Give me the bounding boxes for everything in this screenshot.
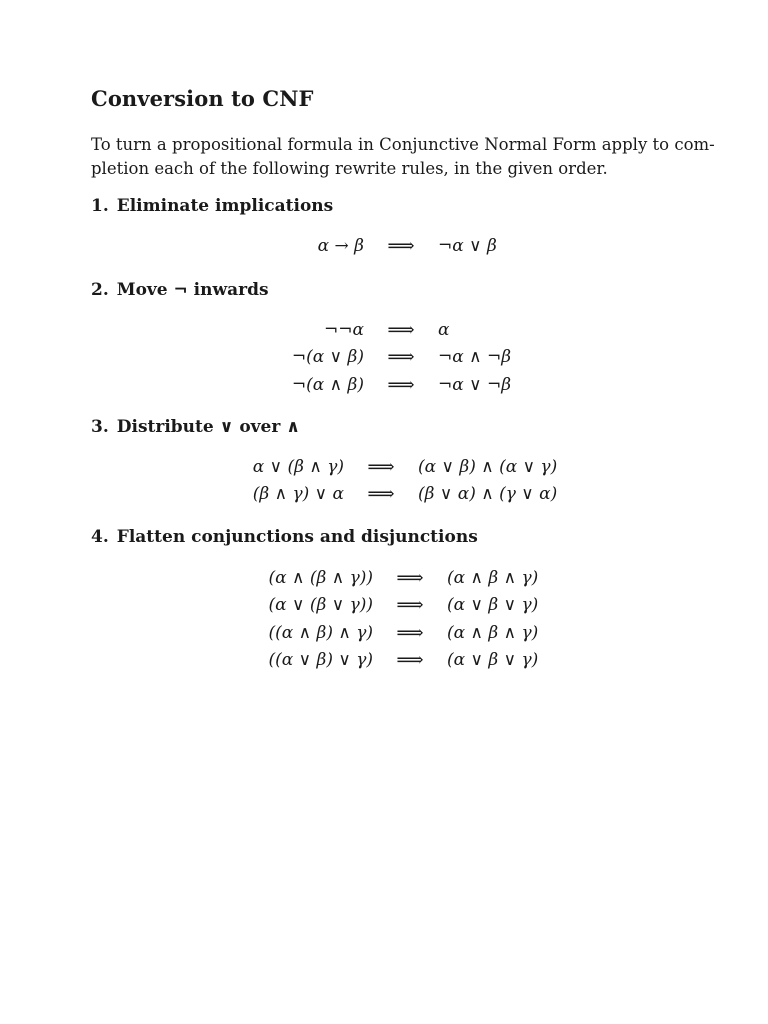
implies-arrow-icon: ⟹ bbox=[367, 455, 395, 478]
rule-rhs: ¬α ∨ ¬β bbox=[438, 374, 512, 395]
rule-rhs: α bbox=[438, 319, 450, 340]
page-title: Conversion to CNF bbox=[91, 86, 314, 111]
implies-arrow-icon: ⟹ bbox=[387, 234, 415, 257]
section-heading-move-negation bbox=[91, 280, 269, 300]
rule-lhs: (β ∧ γ) ∨ α bbox=[252, 484, 344, 505]
implies-arrow-icon: ⟹ bbox=[387, 373, 415, 396]
rule-rhs: (α ∧ β ∧ γ) bbox=[447, 622, 539, 643]
intro-paragraph bbox=[91, 133, 715, 181]
rewrite-rule bbox=[230, 371, 598, 399]
rewrite-rules-1 bbox=[230, 232, 598, 260]
section-title: Eliminate implications bbox=[116, 196, 334, 216]
rule-lhs: ((α ∧ β) ∧ γ) bbox=[268, 622, 373, 643]
rule-rhs: (α ∧ β ∧ γ) bbox=[447, 567, 539, 588]
section-title: Move ¬ inwards bbox=[116, 280, 269, 300]
implies-arrow-icon: ⟹ bbox=[396, 594, 424, 617]
rewrite-rules-4 bbox=[216, 564, 607, 674]
intro-line: pletion each of the following rewrite rules, in the given order. bbox=[91, 159, 608, 178]
rewrite-rule bbox=[230, 316, 598, 344]
rewrite-rule bbox=[230, 344, 598, 372]
rewrite-rule bbox=[216, 647, 607, 675]
rule-lhs: ¬(α ∧ β) bbox=[291, 374, 364, 395]
rewrite-rule bbox=[230, 232, 598, 260]
rule-rhs: (α ∨ β ∨ γ) bbox=[447, 595, 539, 616]
section-number: 4. bbox=[91, 527, 109, 547]
section-heading-distribute bbox=[91, 417, 300, 437]
implies-arrow-icon: ⟹ bbox=[367, 483, 395, 506]
section-heading-eliminate-implications bbox=[91, 196, 333, 216]
rule-lhs: (α ∧ (β ∧ γ)) bbox=[268, 567, 373, 588]
implies-arrow-icon: ⟹ bbox=[396, 566, 424, 589]
rewrite-rules-3 bbox=[190, 453, 618, 508]
rewrite-rule bbox=[190, 453, 618, 481]
rule-lhs: (α ∨ (β ∨ γ)) bbox=[268, 595, 373, 616]
implies-arrow-icon: ⟹ bbox=[396, 621, 424, 644]
section-number: 3. bbox=[91, 417, 109, 437]
section-number: 2. bbox=[91, 280, 109, 300]
rewrite-rule bbox=[216, 619, 607, 647]
implies-arrow-icon: ⟹ bbox=[396, 649, 424, 672]
rewrite-rule bbox=[216, 592, 607, 620]
rule-rhs: ¬α ∨ β bbox=[438, 235, 497, 256]
rule-rhs: (α ∨ β ∨ γ) bbox=[447, 650, 539, 671]
rule-lhs: α ∨ (β ∧ γ) bbox=[252, 456, 344, 477]
rule-rhs: (β ∨ α) ∧ (γ ∨ α) bbox=[418, 484, 558, 505]
implies-arrow-icon: ⟹ bbox=[387, 318, 415, 341]
rewrite-rule bbox=[216, 564, 607, 592]
rule-rhs: (α ∨ β) ∧ (α ∨ γ) bbox=[418, 456, 558, 477]
rule-lhs: α → β bbox=[317, 235, 364, 256]
rule-rhs: ¬α ∧ ¬β bbox=[438, 347, 512, 368]
rule-lhs: ((α ∨ β) ∨ γ) bbox=[268, 650, 373, 671]
implies-arrow-icon: ⟹ bbox=[387, 346, 415, 369]
rule-lhs: ¬¬α bbox=[324, 319, 364, 340]
rewrite-rules-2 bbox=[230, 316, 598, 399]
rule-lhs: ¬(α ∨ β) bbox=[291, 347, 364, 368]
section-number: 1. bbox=[91, 196, 109, 216]
section-heading-flatten bbox=[91, 527, 478, 547]
section-title: Flatten conjunctions and disjunctions bbox=[116, 527, 478, 547]
section-title: Distribute ∨ over ∧ bbox=[116, 417, 301, 437]
rewrite-rule bbox=[190, 481, 618, 509]
intro-line: To turn a propositional formula in Conjunctive Normal Form apply to com- bbox=[91, 135, 715, 154]
